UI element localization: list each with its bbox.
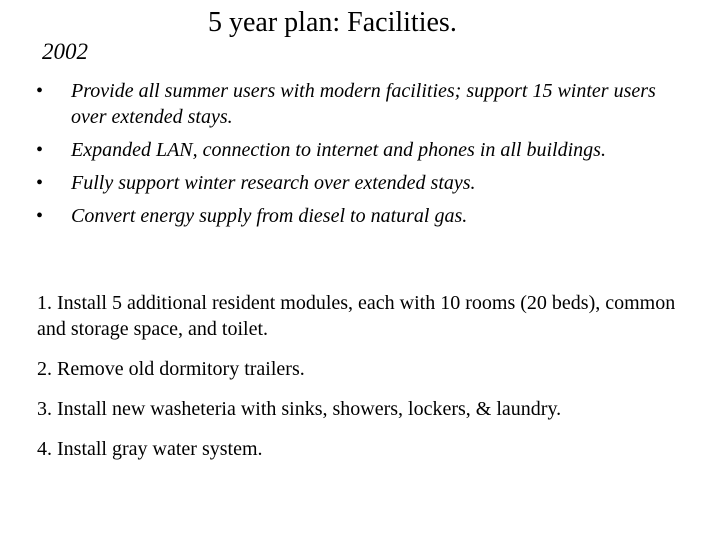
bullet-marker: • xyxy=(36,205,44,227)
bullet-item xyxy=(36,203,696,229)
bullet-item xyxy=(36,78,696,130)
year-heading: 2002 xyxy=(42,39,88,64)
action-items-list xyxy=(37,290,697,476)
numbered-item: 1. Install 5 additional resident modules, each with 10 rooms (20 beds), common and storage space, and toilet. xyxy=(37,292,676,340)
bullet-text: Convert energy supply from diesel to natural gas. xyxy=(71,205,468,227)
bullet-marker: • xyxy=(36,172,44,194)
numbered-item: 4. Install gray water system. xyxy=(37,438,263,460)
bullet-item xyxy=(36,170,696,196)
bullet-item xyxy=(36,137,696,163)
bullet-marker: • xyxy=(36,139,44,161)
bullet-text: Expanded LAN, connection to internet and phones in all buildings. xyxy=(71,139,606,161)
numbered-item: 3. Install new washeteria with sinks, showers, lockers, & laundry. xyxy=(37,398,562,420)
slide-title: 5 year plan: Facilities. xyxy=(208,7,457,38)
bullet-text: Provide all summer users with modern facilities; support 15 winter users over extended stays. xyxy=(71,80,656,128)
numbered-item: 2. Remove old dormitory trailers. xyxy=(37,358,305,380)
goals-bullet-list xyxy=(36,78,696,236)
bullet-text: Fully support winter research over extended stays. xyxy=(71,172,476,194)
bullet-marker: • xyxy=(36,80,44,102)
